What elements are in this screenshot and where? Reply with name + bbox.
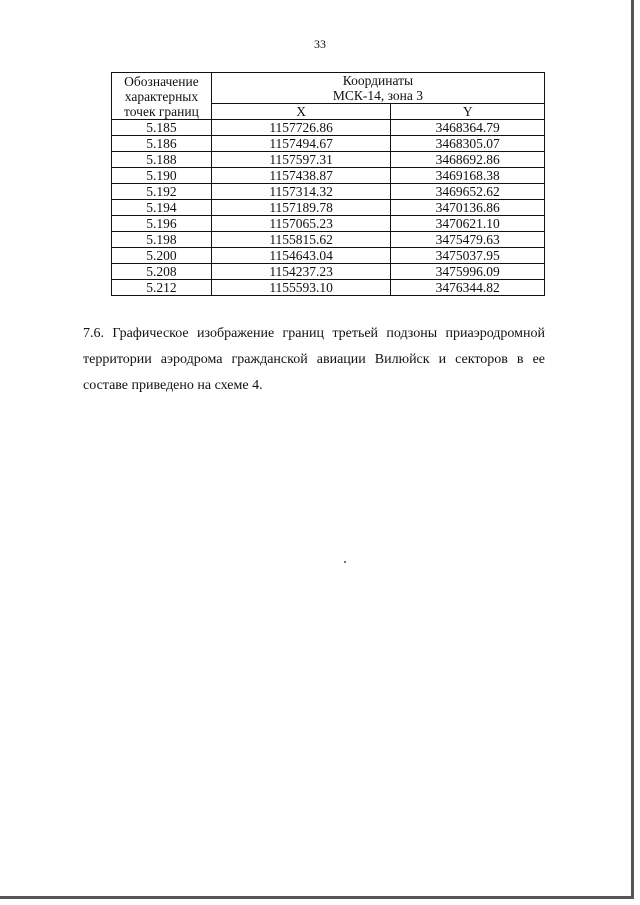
point-cell: 5.188	[112, 152, 212, 168]
header-coordinates	[211, 73, 544, 104]
point-cell: 5.196	[112, 216, 212, 232]
point-cell: 5.190	[112, 168, 212, 184]
table-row	[112, 152, 545, 168]
point-cell: 5.192	[112, 184, 212, 200]
table-row	[112, 248, 545, 264]
table-body	[112, 120, 545, 296]
header-x: X	[211, 104, 390, 120]
x-cell: 1157065.23	[211, 216, 390, 232]
x-cell: 1157726.86	[211, 120, 390, 136]
y-cell: 3469652.62	[391, 184, 545, 200]
y-cell: 3475037.95	[391, 248, 545, 264]
table-row	[112, 200, 545, 216]
page-number: 33	[314, 37, 326, 51]
header-coordinate-system: МСК-14, зона 3	[332, 88, 423, 103]
x-cell: 1154237.23	[211, 264, 390, 280]
table-row	[112, 280, 545, 296]
x-cell: 1157494.67	[211, 136, 390, 152]
header-point-line-2: характерных	[124, 88, 199, 104]
x-cell: 1154643.04	[211, 248, 390, 264]
y-cell: 3475996.09	[391, 264, 545, 280]
header-coordinates-title: Координаты	[342, 73, 414, 88]
y-cell: 3470136.86	[391, 200, 545, 216]
table-row	[112, 120, 545, 136]
header-point-designation	[112, 73, 212, 120]
y-cell: 3475479.63	[391, 232, 545, 248]
point-cell: 5.185	[112, 120, 212, 136]
point-cell: 5.198	[112, 232, 212, 248]
x-cell: 1157438.87	[211, 168, 390, 184]
body-paragraph	[83, 321, 545, 399]
table-row	[112, 168, 545, 184]
y-cell: 3468305.07	[391, 136, 545, 152]
y-cell: 3469168.38	[391, 168, 545, 184]
stray-mark	[344, 561, 346, 563]
point-cell: 5.200	[112, 248, 212, 264]
table-row	[112, 264, 545, 280]
x-cell: 1157189.78	[211, 200, 390, 216]
header-point-line-3: точек границ	[124, 103, 199, 119]
y-cell: 3476344.82	[391, 280, 545, 296]
paragraph-text: 7.6. Графическое изображение границ третьей подзоны приаэродромной территории аэродрома гражданской авиации Вилюйск и секторов в ее составе приведено на схеме 4.	[83, 326, 545, 393]
y-cell: 3468364.79	[391, 120, 545, 136]
x-cell: 1155593.10	[211, 280, 390, 296]
table-row	[112, 232, 545, 248]
point-cell: 5.186	[112, 136, 212, 152]
table-row	[112, 216, 545, 232]
table-row	[112, 136, 545, 152]
x-cell: 1155815.62	[211, 232, 390, 248]
header-point-line-1: Обозначение	[124, 73, 199, 89]
header-y: Y	[391, 104, 545, 120]
point-cell: 5.194	[112, 200, 212, 216]
table-row	[112, 184, 545, 200]
y-cell: 3470621.10	[391, 216, 545, 232]
x-cell: 1157597.31	[211, 152, 390, 168]
y-cell: 3468692.86	[391, 152, 545, 168]
x-cell: 1157314.32	[211, 184, 390, 200]
coordinates-table	[111, 72, 545, 296]
point-cell: 5.208	[112, 264, 212, 280]
point-cell: 5.212	[112, 280, 212, 296]
